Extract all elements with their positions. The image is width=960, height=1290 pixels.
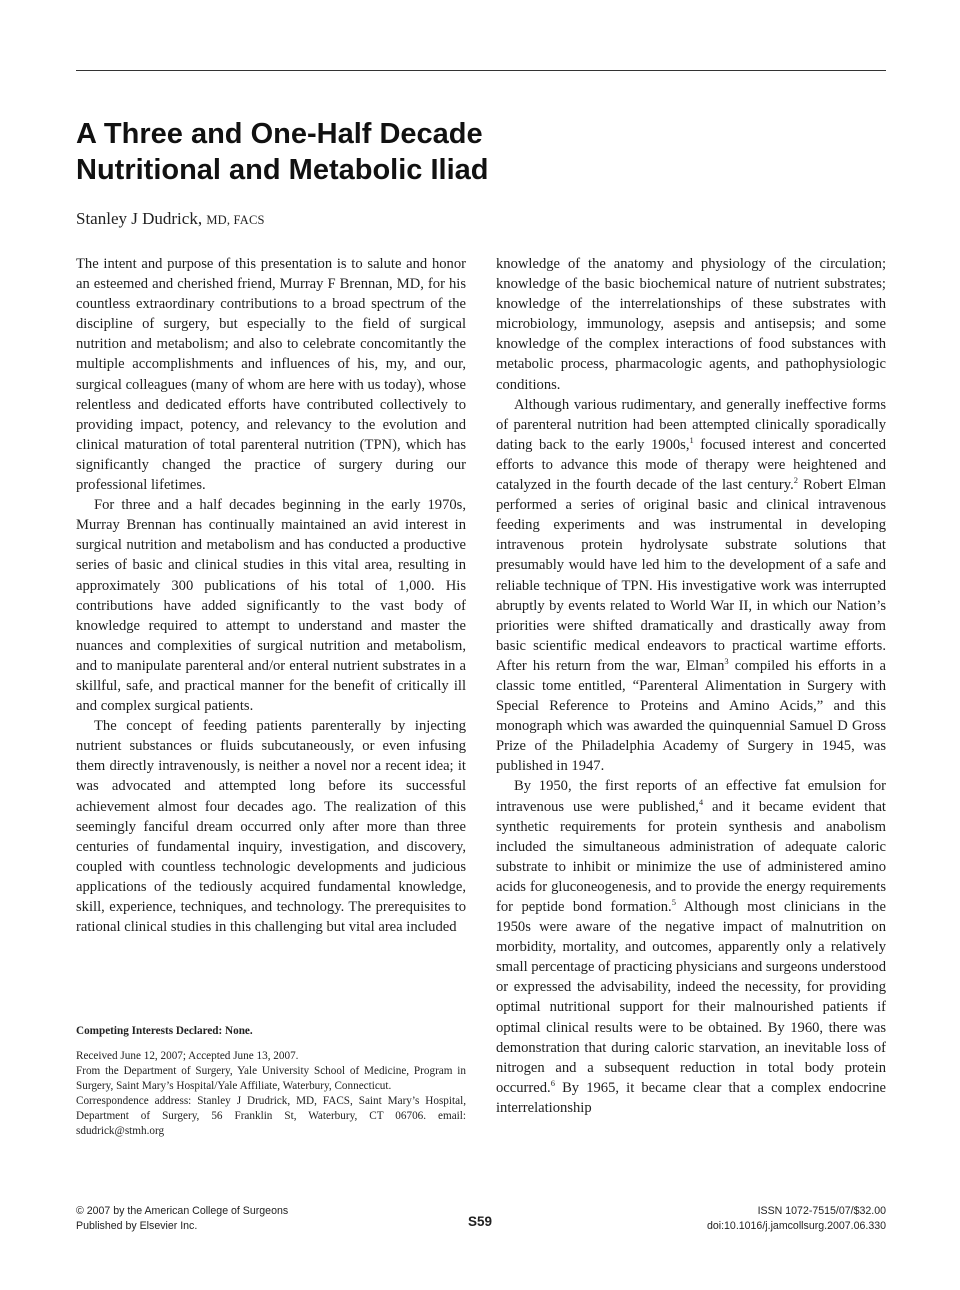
top-rule (76, 70, 886, 71)
paragraph-6-text-a: By 1950, the first reports of an effective fat emulsion for intravenous use were published, (496, 778, 886, 815)
reference-1[interactable]: 1 (689, 434, 694, 445)
competing-interests: Competing Interests Declared: None. (76, 1025, 253, 1037)
received-date: Received June 12, 2007; Accepted June 13, 2007. (76, 1050, 299, 1062)
issn-line: ISSN 1072-7515/07/$32.00 (757, 1205, 886, 1217)
reference-2[interactable]: 2 (793, 475, 799, 486)
article-title (76, 116, 776, 188)
footer-left (76, 1204, 288, 1234)
left-column (76, 254, 466, 937)
publisher-line: Published by Elsevier Inc. (76, 1220, 198, 1232)
paragraph-5-text-d: compiled his efforts in a classic tome entitled, “Parenteral Alimentation in Surgery with Special Reference to Proteins and Amino Acids,” and this monograph which was awarded the quinquennial Samuel D Gross Prize of the Philadelphia Academy of Surgery in 1945, was published in 1947. (496, 657, 887, 775)
paragraph-1: The intent and purpose of this presentation is to salute and honor an esteemed and cherished friend, Murray F Brennan, MD, for his countless extraordinary contributions to a broad spectrum of the discipline of surgery, but especially to the field of surgical nutrition and metabolism; and also to celebrate concomitantly the multiple accomplishments and influences of his, my, and our, surgical colleagues (many of whom are here with us today), whose relentless and dedicated efforts have contributed collectively to providing impact, potency, and relevancy to the evolution and clinical maturation of total parenteral nutrition (TPN), which has significantly changed the practice of surgery during our professional lifetimes. (76, 256, 466, 494)
paragraph-3: The concept of feeding patients parenterally by injecting nutrient substances or fluids subcutaneously, or even infusing them directly intravenously, is neither a novel nor a recent idea; it was advocated and attempted long before its successful achievement almost four decades ago. The realization of this seemingly fanciful dream occurred only after more than three centuries of fundamental inquiry, investigation, and discovery, coupled with countless technologic developments and judicious applications of the tediously acquired fundamental knowledge, skill, experience, techniques, and technology. The prerequisites to rational clinical studies in this challenging but vital area included (76, 718, 466, 936)
paragraph-5-text-c: Robert Elman performed a series of original basic and clinical intravenous feeding experiments and was instrumental in developing intravenous protein hydrolysate substrate solutions that presumably would have led him to the development of a safe and reliable technique of TPN. His investigative work was interrupted abruptly by events related to World War II, in which our Nation’s priorities were shifted dramatically and drastically away from basic scientific medical endeavors to practical wartime efforts. After his return from the war, Elman (496, 477, 886, 674)
reference-6[interactable]: 6 (550, 1077, 555, 1088)
title-line-1: A Three and One-Half Decade (76, 118, 483, 150)
paragraph-6-text-c: Although most clinicians in the 1950s were aware of the negative impact of malnutrition on morbidity, mortality, and outcomes, apparently only a relatively small percentage of practicing physicians and surgeons understood or expressed the advisability, indeed the necessity, for providing optimal nutritional support for their malnourished patients if optimal clinical results were to be obtained. By 1960, there was demonstration that during caloric starvation, an inevitable loss of nitrogen and a subsequent reduction in total body protein occurred. (496, 899, 887, 1096)
author-byline (76, 209, 265, 229)
paragraph-5-text-b: focused interest and concerted efforts to advance this mode of therapy were heightened and catalyzed in the fourth decade of the last century. (496, 436, 886, 494)
footnotes (76, 1024, 466, 1139)
paragraph-6 (496, 776, 886, 1118)
author-degrees: MD, FACS (206, 213, 265, 227)
title-line-2: Nutritional and Metabolic Iliad (76, 154, 489, 186)
right-column (496, 254, 886, 1118)
page-number: S59 (467, 1214, 493, 1229)
reference-4[interactable]: 4 (698, 796, 704, 807)
paragraph-6-text-d: By 1965, it became clear that a complex endocrine interrelationship (496, 1079, 886, 1116)
author-name: Stanley J Dudrick, (76, 209, 203, 228)
paragraph-4: knowledge of the anatomy and physiology of the circulation; knowledge of the basic biochemical nature of nutrient substrates; knowledge of the interrelationships of these substrates with microbiology, immunology, asepsis and antisepsis; and some knowledge of the complex interactions of food substances with metabolic process, pharmacologic agents, and pathophysiologic conditions. (496, 256, 886, 393)
doi-line[interactable]: doi:10.1016/j.jamcollsurg.2007.06.330 (706, 1220, 886, 1232)
affiliation: From the Department of Surgery, Yale University School of Medicine, Program in Surgery, Saint Mary’s Hospital/Yale Affiliate, Waterbury, Connecticut. (76, 1065, 466, 1092)
copyright-line: © 2007 by the American College of Surgeons (76, 1205, 289, 1217)
paragraph-6-text-b: and it became evident that synthetic requirements for protein synthesis and anabolism included the simultaneous administration of adequate caloric substrate to inhibit or minimize the use of administered amino acids for gluconeogenesis, and to provide the energy requirements for peptide bond formation. (496, 798, 886, 915)
paragraph-5 (496, 395, 886, 777)
footer-right (707, 1204, 886, 1234)
paragraph-2: For three and a half decades beginning in the early 1970s, Murray Brennan has continually maintained an avid interest in surgical nutrition and metabolism and has conducted a productive series of basic and clinical studies in this vital area, resulting in approximately 300 publications of his total of 1,000. His contributions have added significantly to the vast body of knowledge required to attempt to understand and master the nuances and complexities of surgical nutrition and metabolism, and to manipulate parenteral and/or enteral nutrient substrates in a skillful, safe, and practical manner for the benefit of critically ill and complex surgical patients. (76, 497, 466, 715)
reference-5[interactable]: 5 (671, 897, 676, 908)
correspondence-address: Correspondence address: Stanley J Drudrick, MD, FACS, Saint Mary’s Hospital, Department of Surgery, 56 Franklin St, Waterbury, CT 06706. email: sdudrick@stmh.org (76, 1095, 466, 1137)
reference-3[interactable]: 3 (724, 656, 729, 667)
paragraph-5-text-a: Although various rudimentary, and generally ineffective forms of parenteral nutrition had been attempted clinically sporadically dating back to the early 1900s, (496, 396, 886, 453)
